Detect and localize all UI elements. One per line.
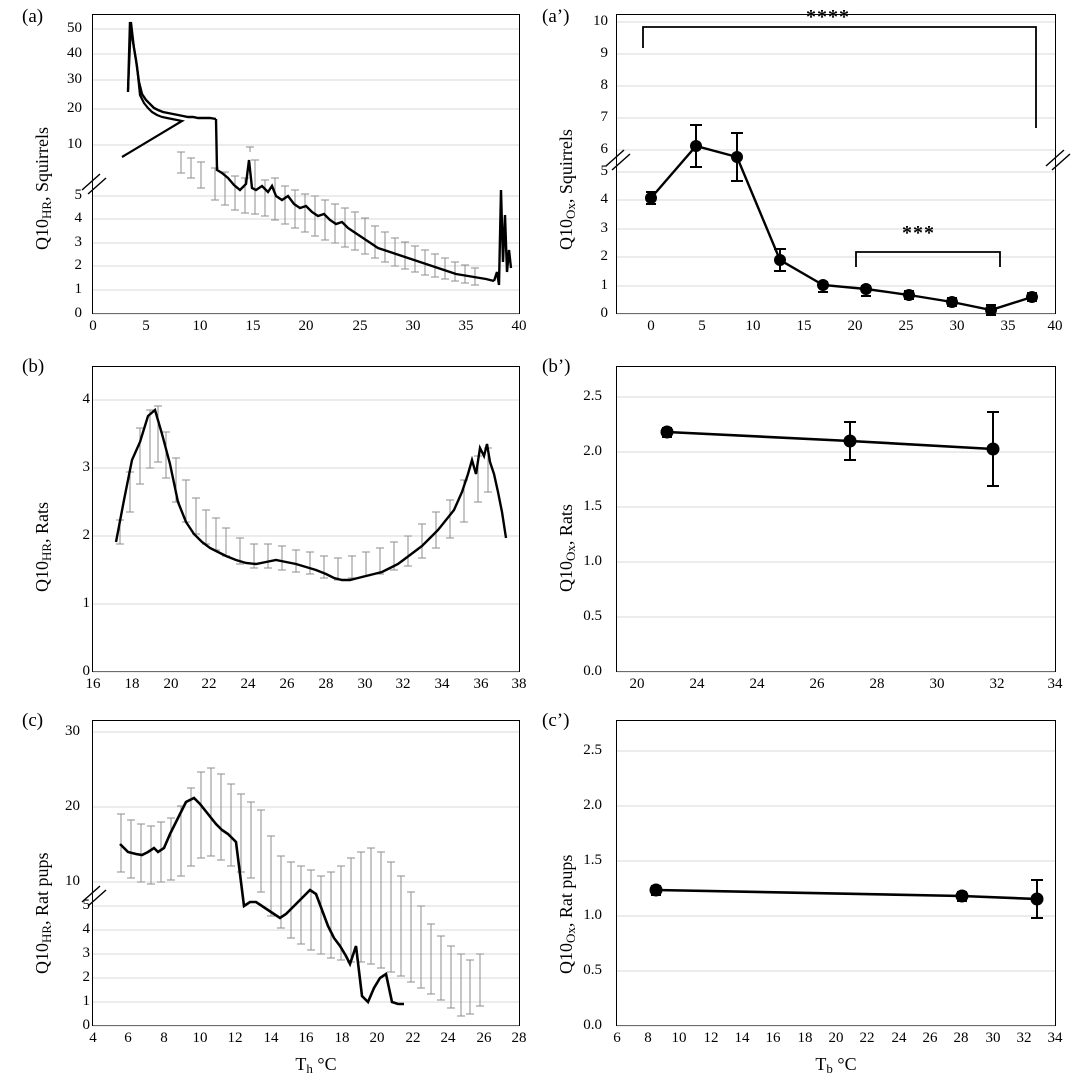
panel-a <box>0 0 538 345</box>
panel-c-prime-xtick: 6 <box>613 1030 621 1046</box>
panel-c-xtick: 20 <box>369 1030 385 1046</box>
panel-a-prime-ytick: 10 <box>593 13 608 29</box>
panel-c-prime-xtick: 34 <box>1047 1030 1063 1046</box>
panel-c-prime <box>538 706 1076 1090</box>
panel-b-prime-xtick: 24 <box>749 676 765 692</box>
panel-b-ytick: 4 <box>82 391 90 407</box>
panel-c-xtick: 16 <box>298 1030 314 1046</box>
panel-c-ytick: 1 <box>82 993 90 1009</box>
panel-c-prime-label: (c’) <box>542 710 570 731</box>
panel-b-xtick: 26 <box>279 676 295 692</box>
panel-c-prime-xtick: 18 <box>797 1030 813 1046</box>
panel-c-ytick: 0 <box>82 1017 90 1033</box>
panel-b-y-axis-title: $Q10_{HR}$, Rats <box>32 501 55 592</box>
panel-b-xtick: 24 <box>240 676 256 692</box>
panel-b-xtick: 38 <box>511 676 527 692</box>
panel-a-ytick: 4 <box>74 210 82 226</box>
panel-b-ytick: 3 <box>82 459 90 475</box>
panel-a-y-axis-break <box>78 172 108 198</box>
panel-c-label: (c) <box>22 710 44 731</box>
panel-c-prime-xtick: 20 <box>828 1030 844 1046</box>
panel-c-prime-ytick: 2.5 <box>583 742 602 758</box>
panel-b-prime-xtick: 34 <box>1047 676 1063 692</box>
panel-b-label: (b) <box>22 356 45 377</box>
panel-b-prime-ytick: 2.5 <box>583 388 602 404</box>
panel-a-ytick: 10 <box>67 136 82 152</box>
panel-b-xtick: 30 <box>357 676 373 692</box>
panel-c-prime-xtick: 32 <box>1016 1030 1032 1046</box>
panel-c-prime-xtick: 24 <box>891 1030 907 1046</box>
panel-c-xtick: 28 <box>511 1030 527 1046</box>
panel-b-ytick: 1 <box>82 595 90 611</box>
panel-a-prime-ytick: 4 <box>600 191 608 207</box>
panel-c-prime-xtick: 12 <box>703 1030 719 1046</box>
panel-c-y-axis-title: $Q10_{HR}$, Rat pups <box>32 852 55 974</box>
panel-a-prime <box>538 0 1076 345</box>
panel-b-prime-ytick: 1.0 <box>583 553 602 569</box>
panel-a-prime-significance-3star: *** <box>902 222 935 244</box>
panel-a-prime-significance-4star: **** <box>806 6 850 28</box>
panel-a-xtick: 15 <box>245 318 261 334</box>
panel-a-xtick: 35 <box>458 318 474 334</box>
panel-a-ytick: 20 <box>67 100 82 116</box>
panel-b-prime-ytick: 0.0 <box>583 663 602 679</box>
panel-b-xtick: 34 <box>434 676 450 692</box>
panel-b-prime-xtick: 26 <box>809 676 825 692</box>
panel-c-ytick: 2 <box>82 969 90 985</box>
panel-a-y-axis-title: $Q10_{HR}$, Squirrels <box>32 127 55 250</box>
panel-a-xtick: 40 <box>511 318 527 334</box>
panel-a-prime-ytick: 6 <box>600 141 608 157</box>
panel-c-ytick: 3 <box>82 945 90 961</box>
panel-c-ytick: 5 <box>82 897 90 913</box>
panel-c-xtick: 8 <box>160 1030 168 1046</box>
panel-c-prime-xtick: 10 <box>671 1030 687 1046</box>
panel-b-prime-ytick: 2.0 <box>583 443 602 459</box>
panel-a-ytick: 30 <box>67 71 82 87</box>
panel-a-ytick: 50 <box>67 20 82 36</box>
panel-a-prime-xtick: 40 <box>1047 318 1063 334</box>
panel-b-prime-xtick: 30 <box>929 676 945 692</box>
panel-b-xtick: 36 <box>473 676 489 692</box>
panel-a-prime-y-axis-break-right <box>1042 148 1072 174</box>
panel-b-prime-xtick: 28 <box>869 676 885 692</box>
panel-a-prime-ytick: 3 <box>600 220 608 236</box>
panel-c-prime-xtick: 8 <box>644 1030 652 1046</box>
panel-c-prime-ytick: 2.0 <box>583 797 602 813</box>
panel-b-prime <box>538 352 1076 702</box>
panel-b-xtick: 18 <box>124 676 140 692</box>
panel-b-prime-ytick: 0.5 <box>583 608 602 624</box>
panel-c-xtick: 14 <box>263 1030 279 1046</box>
panel-a-ytick: 40 <box>67 45 82 61</box>
panel-c <box>0 706 538 1090</box>
panel-c-prime-ytick: 0.5 <box>583 962 602 978</box>
panel-b-prime-xtick: 24 <box>689 676 705 692</box>
panel-a-prime-ytick: 0 <box>600 305 608 321</box>
panel-a-xtick: 30 <box>405 318 421 334</box>
panel-c-xtick: 6 <box>124 1030 132 1046</box>
panel-c-prime-x-axis-title: $T_b$ °C <box>815 1054 857 1077</box>
panel-a-prime-ytick: 1 <box>600 277 608 293</box>
panel-c-xtick: 12 <box>227 1030 243 1046</box>
panel-c-xtick: 10 <box>192 1030 208 1046</box>
panel-a-prime-xtick: 5 <box>698 318 706 334</box>
panel-c-prime-ytick: 1.0 <box>583 907 602 923</box>
panel-b-xtick: 16 <box>85 676 101 692</box>
panel-c-prime-xtick: 16 <box>765 1030 781 1046</box>
panel-c-xtick: 18 <box>334 1030 350 1046</box>
panel-b-prime-xtick: 20 <box>629 676 645 692</box>
panel-a-prime-xtick: 35 <box>1000 318 1016 334</box>
panel-a-xtick: 0 <box>89 318 97 334</box>
panel-a-prime-xtick: 10 <box>745 318 761 334</box>
panel-a-prime-y-axis-title: $Q10_{Ox}$, Squirrels <box>556 129 579 250</box>
panel-a-ytick: 1 <box>74 281 82 297</box>
panel-c-ytick: 4 <box>82 921 90 937</box>
panel-a-xtick: 10 <box>192 318 208 334</box>
panel-c-prime-xtick: 30 <box>985 1030 1001 1046</box>
panel-a-prime-ytick: 5 <box>600 163 608 179</box>
panel-b-xtick: 20 <box>163 676 179 692</box>
panel-c-prime-xtick: 14 <box>734 1030 750 1046</box>
panel-a-ytick: 0 <box>74 305 82 321</box>
panel-a-label: (a) <box>22 6 44 27</box>
panel-b-ytick: 0 <box>82 663 90 679</box>
panel-c-xtick: 24 <box>440 1030 456 1046</box>
panel-c-prime-y-axis-title: $Q10_{Ox}$, Rat pups <box>556 854 579 974</box>
panel-a-prime-xtick: 25 <box>898 318 914 334</box>
panel-b-xtick: 32 <box>395 676 411 692</box>
panel-b-prime-svg <box>538 352 1076 702</box>
panel-a-prime-ytick: 8 <box>600 77 608 93</box>
panel-b-prime-xtick: 32 <box>989 676 1005 692</box>
panel-a-prime-label: (a’) <box>542 6 570 27</box>
panel-b-prime-label: (b’) <box>542 356 571 377</box>
panel-b-xtick: 22 <box>201 676 217 692</box>
panel-a-xtick: 20 <box>298 318 314 334</box>
panel-a-xtick: 5 <box>142 318 150 334</box>
panel-a-xtick: 25 <box>352 318 368 334</box>
panel-b <box>0 352 538 702</box>
panel-a-prime-ytick: 2 <box>600 248 608 264</box>
panel-c-x-axis-title: $T_h$ °C <box>295 1054 337 1077</box>
panel-c-ytick: 20 <box>65 798 80 814</box>
panel-c-prime-ytick: 0.0 <box>583 1017 602 1033</box>
panel-c-ytick: 30 <box>65 723 80 739</box>
panel-c-ytick: 10 <box>65 873 80 889</box>
panel-c-xtick: 22 <box>405 1030 421 1046</box>
panel-c-xtick: 26 <box>476 1030 492 1046</box>
panel-b-prime-ytick: 1.5 <box>583 498 602 514</box>
panel-a-prime-ytick: 7 <box>600 109 608 125</box>
panel-a-prime-ytick: 9 <box>600 45 608 61</box>
panel-a-prime-xtick: 20 <box>847 318 863 334</box>
panel-a-ytick: 5 <box>74 187 82 203</box>
panel-c-prime-ytick: 1.5 <box>583 852 602 868</box>
panel-c-prime-xtick: 22 <box>859 1030 875 1046</box>
panel-a-prime-xtick: 0 <box>647 318 655 334</box>
panel-a-ytick: 3 <box>74 234 82 250</box>
panel-a-ytick: 2 <box>74 257 82 273</box>
panel-c-prime-xtick: 28 <box>953 1030 969 1046</box>
panel-b-prime-y-axis-title: $Q10_{Ox}$, Rats <box>556 504 579 592</box>
panel-b-ytick: 2 <box>82 527 90 543</box>
panel-a-prime-xtick: 30 <box>949 318 965 334</box>
panel-c-xtick: 4 <box>89 1030 97 1046</box>
panel-b-xtick: 28 <box>318 676 334 692</box>
panel-c-prime-xtick: 26 <box>922 1030 938 1046</box>
panel-a-prime-xtick: 15 <box>796 318 812 334</box>
